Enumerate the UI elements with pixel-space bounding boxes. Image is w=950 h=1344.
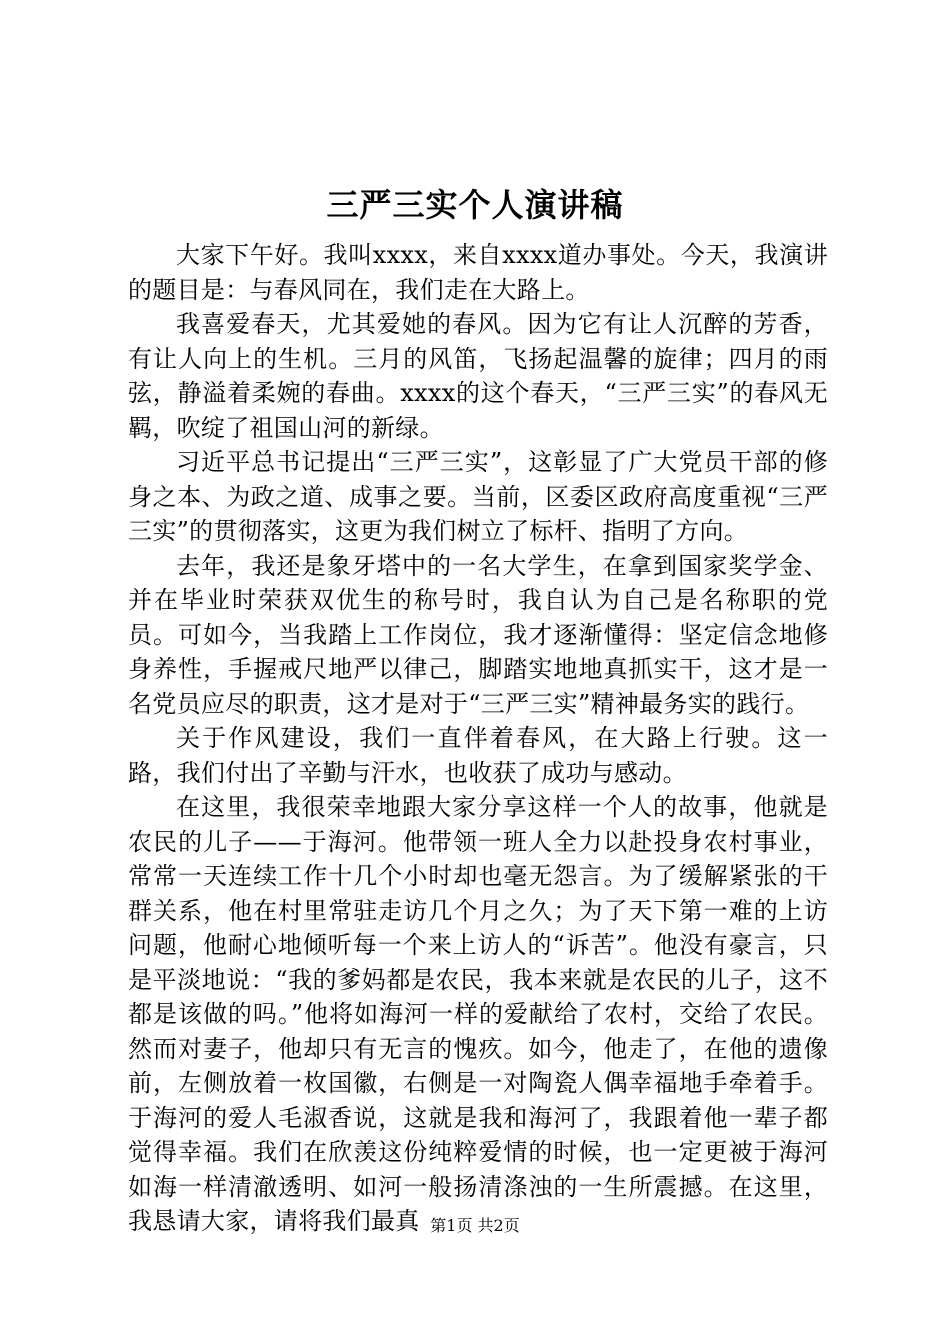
paragraph-4: 去年，我还是象牙塔中的一名大学生，在拿到国家奖学金、并在毕业时荣获双优生的称号时，我自认为自己是名称职的党员。可如今，当我踏上工作岗位，我才逐渐懂得：坚定信念地修身养性，手握戒尺地严以律己，脚踏实地地真抓实干，这才是一名党员应尽的职责，这才是对于“三严三实”精神最务实的践行。 — [128, 551, 828, 718]
page-footer: 第1页 共2页 — [430, 1216, 520, 1235]
paragraph-1: 大家下午好。我叫xxxx，来自xxxx道办事处。今天，我演讲的题目是：与春风同在，我们走在大路上。 — [128, 241, 828, 304]
document-body — [128, 238, 828, 1239]
paragraph-3: 习近平总书记提出“三严三实”，这彰显了广大党员干部的修身之本、为政之道、成事之要。当前，区委区政府高度重视“三严三实”的贯彻落实，这更为我们树立了标杆、指明了方向。 — [128, 448, 828, 545]
document-title: 三严三实个人演讲稿 — [326, 186, 624, 224]
paragraph-6: 在这里，我很荣幸地跟大家分享这样一个人的故事，他就是农民的儿子——于海河。他带领一班人全力以赴投身农村事业，常常一天连续工作十几个小时却也毫无怨言。为了缓解紧张的干群关系，他在村里常驻走访几个月之久；为了天下第一难的上访问题，他耐心地倾听每一个来上访人的“诉苦”。他没有豪言，只是平淡地说：“我的爹妈都是农民，我本来就是农民的儿子，这不都是该做的吗。”他将如海河一样的爱献给了农村，交给了农民。然而对妻子，他却只有无言的愧疚。如今，他走了，在他的遗像前，左侧放着一枚国徽，右侧是一对陶瓷人偶幸福地手牵着手。于海河的爱人毛淑香说，这就是我和海河了，我跟着他一辈子都觉得幸福。我们在欣羡这份纯粹爱情的时候，也一定更被于海河如海一样清澈透明、如河一般扬清涤浊的一生所震撼。在这里，我恳请大家，请将我们最真 — [128, 793, 828, 1235]
paragraph-2: 我喜爱春天，尤其爱她的春风。因为它有让人沉醉的芳香，有让人向上的生机。三月的风笛，飞扬起温馨的旋律；四月的雨弦，静溢着柔婉的春曲。xxxx的这个春天，“三严三实”的春风无羁，吹绽了祖国山河的新绿。 — [128, 310, 828, 442]
paragraph-5: 关于作风建设，我们一直伴着春风，在大路上行驶。这一路，我们付出了辛勤与汗水，也收获了成功与感动。 — [128, 724, 828, 787]
